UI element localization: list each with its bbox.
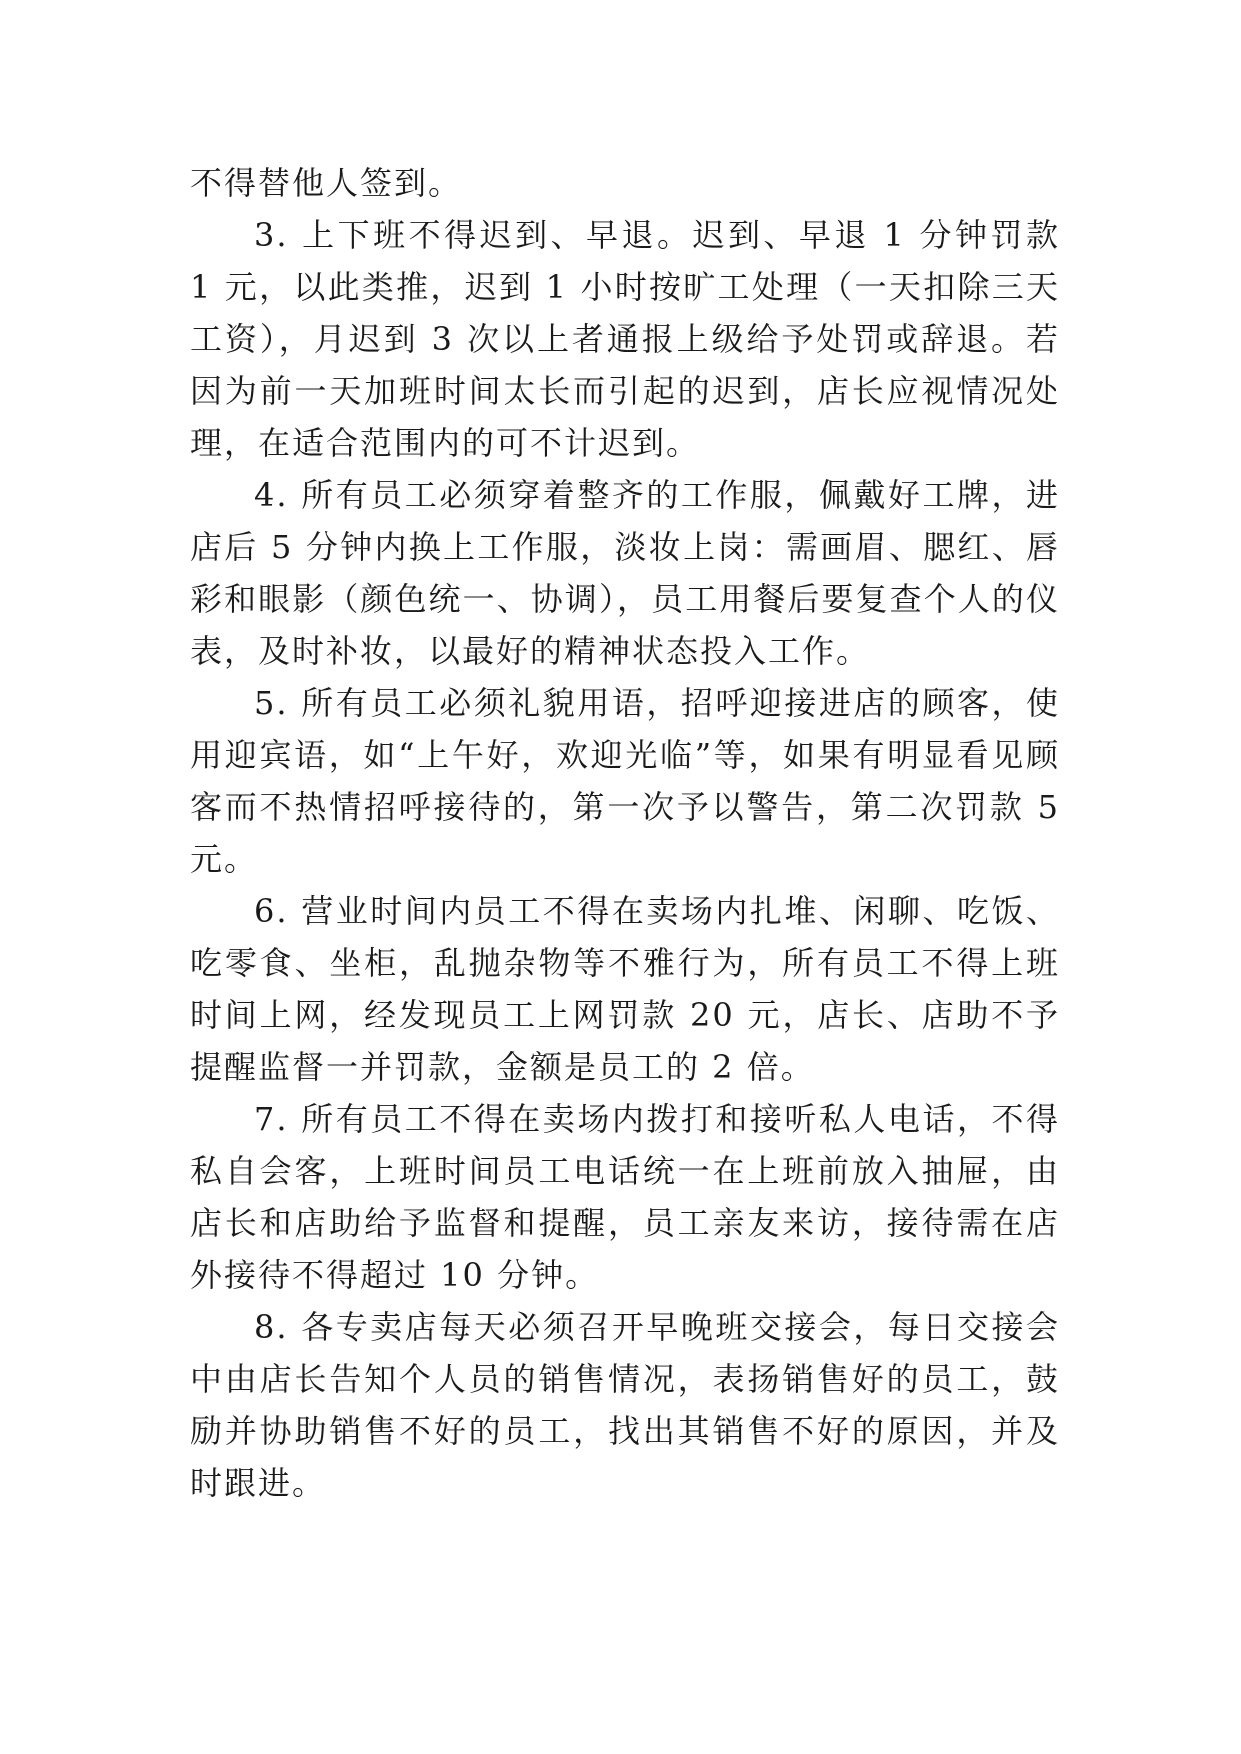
paragraph-continuation: 不得替他人签到。: [190, 164, 463, 202]
paragraph-rule-3-lateness: 3. 上下班不得迟到、早退。迟到、早退 1 分钟罚款 1 元，以此类推，迟到 1 小时按旷工处理（一天扣除三天工资），月迟到 3 次以上者通报上级给予处罚或辞退。若因为前一天加班时间太长而引起的迟到，店长应视情况处理，在适合范围内的可不计迟到。: [190, 216, 1060, 462]
paragraph-rule-7-phone: 7. 所有员工不得在卖场内拨打和接听私人电话，不得私自会客，上班时间员工电话统一在上班前放入抽屉，由店长和店助给予监督和提醒，员工亲友来访，接待需在店外接待不得超过 10 分钟。: [190, 1100, 1060, 1294]
paragraph-rule-6-conduct: 6. 营业时间内员工不得在卖场内扎堆、闲聊、吃饭、吃零食、坐柜，乱抛杂物等不雅行为，所有员工不得上班时间上网，经发现员工上网罚款 20 元，店长、店助不予提醒监督一并罚款，金额是员工的 2 倍。: [190, 892, 1060, 1086]
paragraph-rule-5-greeting: 5. 所有员工必须礼貌用语，招呼迎接进店的顾客，使用迎宾语，如“上午好，欢迎光临”等，如果有明显看见顾客而不热情招呼接待的，第一次予以警告，第二次罚款 5 元。: [190, 684, 1060, 878]
paragraph-rule-8-meeting: 8. 各专卖店每天必须召开早晚班交接会，每日交接会中由店长告知个人员的销售情况，表扬销售好的员工，鼓励并协助销售不好的员工，找出其销售不好的原因，并及时跟进。: [190, 1308, 1060, 1502]
paragraph-rule-4-uniform: 4. 所有员工必须穿着整齐的工作服，佩戴好工牌，进店后 5 分钟内换上工作服，淡妆上岗：需画眉、腮红、唇彩和眼影（颜色统一、协调），员工用餐后要复查个人的仪表，及时补妆，以最好的精神状态投入工作。: [190, 476, 1060, 670]
document-body: [190, 157, 1060, 1509]
